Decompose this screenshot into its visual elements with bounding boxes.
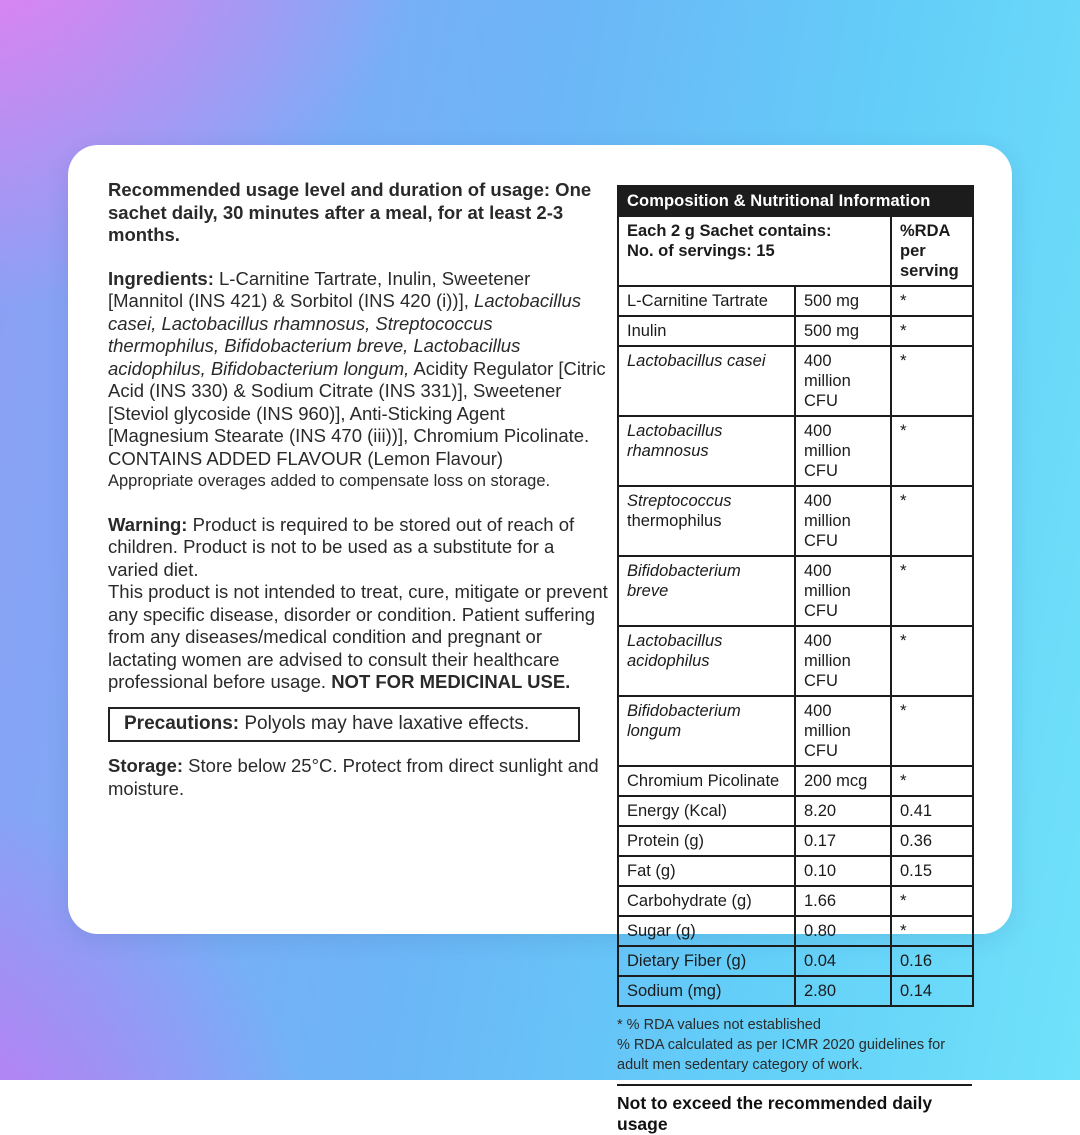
- nutrient-name: Bifidobacterium longum: [618, 696, 795, 766]
- nutrient-amount: 400 million CFU: [795, 346, 891, 416]
- nutrient-amount: 0.80: [795, 916, 891, 946]
- sachet-header: [618, 216, 891, 286]
- nutrient-name: Inulin: [618, 316, 795, 346]
- warning-text-1: Product is required to be stored out of reach of children. Product is not to be used as a substitute for a varied diet.: [108, 513, 575, 580]
- not-for-medicinal-use: NOT FOR MEDICINAL USE.: [331, 671, 571, 692]
- ingredients-label: Ingredients:: [108, 267, 214, 289]
- precautions-label: Precautions:: [124, 712, 240, 734]
- rda-header: %RDA per serving: [891, 216, 973, 286]
- nutrition-row: [618, 696, 973, 766]
- ingredients-part1: L-Carnitine Tartrate, Inulin, Sweetener [Mannitol (INS 421) & Sorbitol (INS 420 (i))],: [108, 267, 531, 311]
- nutrient-rda: *: [891, 286, 973, 316]
- footnote-icmr: % RDA calculated as per ICMR 2020 guidelines for adult men sedentary category of work.: [617, 1037, 946, 1073]
- nutrition-row: [618, 946, 973, 976]
- nutrient-rda: *: [891, 766, 973, 796]
- nutrition-row: [618, 316, 973, 346]
- footnote-asterisk: * % RDA values not established: [617, 1017, 821, 1033]
- nutrition-row: [618, 976, 973, 1006]
- nutrition-panel: [617, 185, 972, 1135]
- nutrient-name: Lactobacillus acidophilus: [618, 626, 795, 696]
- nutrient-rda: 0.41: [891, 796, 973, 826]
- nutrient-rda: *: [891, 316, 973, 346]
- nutrient-rda: *: [891, 346, 973, 416]
- nutrient-name: Dietary Fiber (g): [618, 946, 795, 976]
- nutrient-amount: 400 million CFU: [795, 626, 891, 696]
- nutrition-row: [618, 626, 973, 696]
- nutrient-name: Streptococcus thermophilus: [618, 486, 795, 556]
- storage-paragraph: [108, 755, 608, 800]
- nutrition-row: [618, 796, 973, 826]
- nutrient-name: L-Carnitine Tartrate: [618, 286, 795, 316]
- nutrient-amount: 1.66: [795, 886, 891, 916]
- nutrient-amount: 400 million CFU: [795, 556, 891, 626]
- sachet-contains-label: Each 2 g Sachet contains:: [627, 222, 832, 240]
- nutrition-row: [618, 346, 973, 416]
- nutrient-amount: 0.10: [795, 856, 891, 886]
- nutrient-amount: 500 mg: [795, 316, 891, 346]
- nutrient-rda: *: [891, 556, 973, 626]
- nutrient-name: Bifidobacterium breve: [618, 556, 795, 626]
- ingredients-paragraph: [108, 268, 608, 493]
- ingredients-part2: Acidity Regulator [Citric Acid (INS 330) & Sodium Citrate (INS 331)], Sweetener [Steviol glycoside (INS 960)], Anti-Sticking Agent [Magnesium Stearate (INS 470 (iii))], Chromium Picolinate.: [108, 357, 606, 446]
- nutrient-amount: 0.17: [795, 826, 891, 856]
- nutrient-amount: 8.20: [795, 796, 891, 826]
- left-text-column: [108, 179, 608, 800]
- nutrient-rda: 0.15: [891, 856, 973, 886]
- nutrient-name: Energy (Kcal): [618, 796, 795, 826]
- usage-statement: Recommended usage level and duration of usage: One sachet daily, 30 minutes after a meal, for at least 2-3 months.: [108, 179, 592, 245]
- warning-paragraph: [108, 514, 608, 694]
- nutrient-amount: 0.04: [795, 946, 891, 976]
- table-footnotes: [617, 1015, 972, 1075]
- servings-count-label: No. of servings: 15: [627, 242, 775, 260]
- nutrient-amount: 400 million CFU: [795, 416, 891, 486]
- nutrient-name: Protein (g): [618, 826, 795, 856]
- nutrient-amount: 500 mg: [795, 286, 891, 316]
- nutrition-row: [618, 766, 973, 796]
- warning-text-2-wrap: [108, 581, 608, 694]
- table-title-row: [618, 186, 973, 216]
- nutrition-row: [618, 556, 973, 626]
- nutrient-rda: 0.16: [891, 946, 973, 976]
- storage-text: Store below 25°C. Protect from direct sunlight and moisture.: [108, 755, 599, 799]
- nutrition-row: [618, 916, 973, 946]
- nutrient-rda: *: [891, 416, 973, 486]
- nutrition-row: [618, 886, 973, 916]
- nutrient-amount: 2.80: [795, 976, 891, 1006]
- label-card: [68, 145, 1012, 1134]
- nutrient-name: Sodium (mg): [618, 976, 795, 1006]
- nutrition-row: [618, 826, 973, 856]
- nutrient-name: Lactobacillus casei: [618, 346, 795, 416]
- nutrient-name: Fat (g): [618, 856, 795, 886]
- nutrient-rda: *: [891, 626, 973, 696]
- nutrient-amount: 400 million CFU: [795, 486, 891, 556]
- precautions-box: [108, 707, 580, 743]
- nutrient-name: Lactobacillus rhamnosus: [618, 416, 795, 486]
- nutrient-name: Chromium Picolinate: [618, 766, 795, 796]
- storage-label: Storage:: [108, 755, 184, 776]
- nutrient-rda: 0.36: [891, 826, 973, 856]
- nutrient-name: Sugar (g): [618, 916, 795, 946]
- table-title: Composition & Nutritional Information: [618, 186, 973, 216]
- nutrition-row: [618, 286, 973, 316]
- overages-note: Appropriate overages added to compensate loss on storage.: [108, 472, 551, 490]
- table-subheader-row: [618, 216, 973, 286]
- nutrient-rda: *: [891, 696, 973, 766]
- nutrition-row: [618, 486, 973, 556]
- daily-usage-warning: Not to exceed the recommended daily usage: [617, 1084, 972, 1135]
- nutrient-rda: 0.14: [891, 976, 973, 1006]
- nutrient-amount: 400 million CFU: [795, 696, 891, 766]
- nutrient-rda: *: [891, 886, 973, 916]
- nutrient-amount: 200 mcg: [795, 766, 891, 796]
- nutrition-row: [618, 856, 973, 886]
- nutrition-row: [618, 416, 973, 486]
- warning-label: Warning:: [108, 513, 188, 535]
- nutrient-rda: *: [891, 916, 973, 946]
- ingredients-probiotics: Lactobacillus casei, Lactobacillus rhamnosus, Streptococcus thermophilus, Bifidobacterium breve, Lactobacillus acidophilus, Bifidobacterium longum,: [108, 290, 581, 379]
- nutrient-name: Carbohydrate (g): [618, 886, 795, 916]
- precautions-text: Polyols may have laxative effects.: [239, 712, 530, 734]
- contains-flavour-note: CONTAINS ADDED FLAVOUR (Lemon Flavour): [108, 447, 504, 469]
- nutrition-table: [617, 185, 974, 1007]
- warning-text-2: This product is not intended to treat, cure, mitigate or prevent any specific disease, disorder or condition. Patient suffering from any diseases/medical condition and pregnant or lactating women are advised to consult their healthcare professional before usage.: [108, 581, 608, 692]
- nutrient-rda: *: [891, 486, 973, 556]
